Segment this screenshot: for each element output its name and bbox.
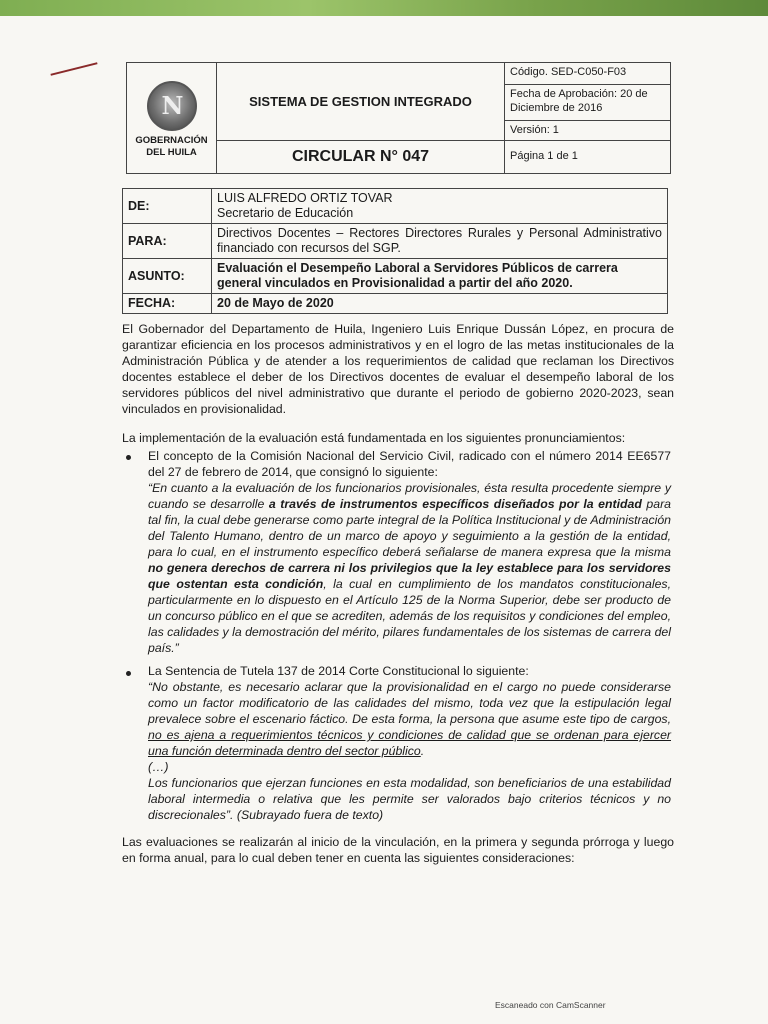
system-title: SISTEMA DE GESTION INTEGRADO (217, 63, 505, 141)
document-header (126, 62, 671, 174)
org-name: GOBERNACIÓN DEL HUILA (135, 135, 208, 158)
row-de (123, 189, 668, 224)
fecha-label: FECHA: (123, 294, 212, 314)
quote-bold: a través de instrumentos específicos diseñados por la entidad (268, 497, 642, 511)
de-value (212, 189, 668, 224)
quote-text: , la cual en cumplimiento de los mandatos constitucionales, particularmente en lo dispuesto en el Artículo 125 de la Norma Superior, debe ser producto de un concurso público en el que se acrediten, además de los requisitos y condiciones del empleo, las calidades y la demostración del mérito, pilares fundamentales de los sistemas de carrera del país.” (148, 577, 671, 655)
scanner-watermark: Escaneado con CamScanner (495, 1000, 606, 1010)
para-label: PARA: (123, 224, 212, 259)
row-para (123, 224, 668, 259)
approval-date: Fecha de Aprobación: 20 de Diciembre de 2016 (505, 85, 670, 121)
scan-edge-strip (0, 0, 768, 16)
quote-text: . (420, 744, 425, 758)
quote-text: para tal fin, la cual debe generarse como parte integral de la Política Institucional y de Administración del Talento Humano, dentro de un marco de apoyo y seguimiento a la gestión de la entidad, para lo cual, en el instrumento específico deberá señalarse de manera expresa que la misma (148, 497, 671, 559)
doc-code: Código. SED-C050-F03 (505, 63, 670, 85)
circular-title: CIRCULAR N° 047 (217, 141, 505, 173)
de-role: Secretario de Educación (217, 206, 354, 220)
row-asunto (123, 259, 668, 294)
page-number: Página 1 de 1 (510, 150, 578, 162)
quote-text: “No obstante, es necesario aclarar que la provisionalidad en el cargo no puede considerarse como un factor modificatorio de las calidades del mismo, toda vez que la estipulación legal prevalece sobre el escenario fáctico. De esta forma, la persona que asume este tipo de cargos, (148, 680, 671, 726)
bullet-2-quote (148, 679, 671, 759)
lead-paragraph: La implementación de la evaluación está fundamentada en los siguientes pronunciamientos: (122, 431, 626, 445)
quote-bold: no genera derechos de carrera ni los privilegios que la ley establece para los servidores que ostentan esta condición (148, 561, 671, 591)
bullet-1-quote (148, 480, 671, 656)
bullet-2-intro: La Sentencia de Tutela 137 de 2014 Corte Constitucional lo siguiente: (148, 664, 529, 678)
bullet-2 (148, 663, 671, 823)
de-label: DE: (123, 189, 212, 224)
de-name: LUIS ALFREDO ORTIZ TOVAR (217, 191, 393, 205)
ellipsis: (…) (148, 760, 169, 774)
bullet-2-quote-cont: Los funcionarios que ejerzan funciones en esta modalidad, son beneficiarios de una estabilidad laboral intermedia o relativa que les permite ser valorados bajo criterios técnicos y no discrecionales”. (Subrayado fuera de texto) (148, 776, 671, 822)
quote-text: “En cuanto a la evaluación de los funcionarios provisionales, ésta resulta procedente siempre y cuando se desarrolle (148, 481, 671, 511)
coat-of-arms-icon: N (147, 81, 197, 131)
logo-cell (127, 63, 217, 173)
bullet-icon (126, 671, 131, 676)
bullet-1 (148, 448, 671, 656)
fecha-value: 20 de Mayo de 2020 (212, 294, 668, 314)
memo-info-table (122, 188, 668, 314)
row-fecha (123, 294, 668, 314)
quote-underlined: no es ajena a requerimientos técnicos y condiciones de calidad que se ordenan para ejercer una función determinada dentro del sector público (148, 728, 671, 758)
para-value: Directivos Docentes – Rectores Directores Rurales y Personal Administrativo financiado con recursos del SGP. (212, 224, 668, 259)
asunto-label: ASUNTO: (123, 259, 212, 294)
asunto-value: Evaluación el Desempeño Laboral a Servidores Públicos de carrera general vinculados en Provisionalidad a partir del año 2020. (212, 259, 668, 294)
closing-paragraph: Las evaluaciones se realizarán al inicio de la vinculación, en la primera y segunda prórroga y luego en forma anual, para lo cual deben tener en cuenta las siguientes consideraciones: (122, 835, 674, 865)
bullet-1-intro: El concepto de la Comisión Nacional del Servicio Civil, radicado con el número 2014 EE6577 del 27 de febrero de 2014, que consignó lo siguiente: (148, 449, 671, 479)
bullet-icon (126, 455, 131, 460)
version: Versión: 1 (505, 121, 670, 141)
intro-paragraph: El Gobernador del Departamento de Huila, Ingeniero Luis Enrique Dussán López, en procura de garantizar eficiencia en los procesos administrativos y en el logro de las metas institucionales de la Administración Pública y de atender a los requerimientos de calidad que reclaman los Directivos docentes establece el deber de los Directivos docentes de evaluar el desempeño laboral de los servidores públicos del nivel administrativo que durante el periodo de gobierno 2020-2023, sean vinculados en provisionalidad. (122, 322, 674, 416)
